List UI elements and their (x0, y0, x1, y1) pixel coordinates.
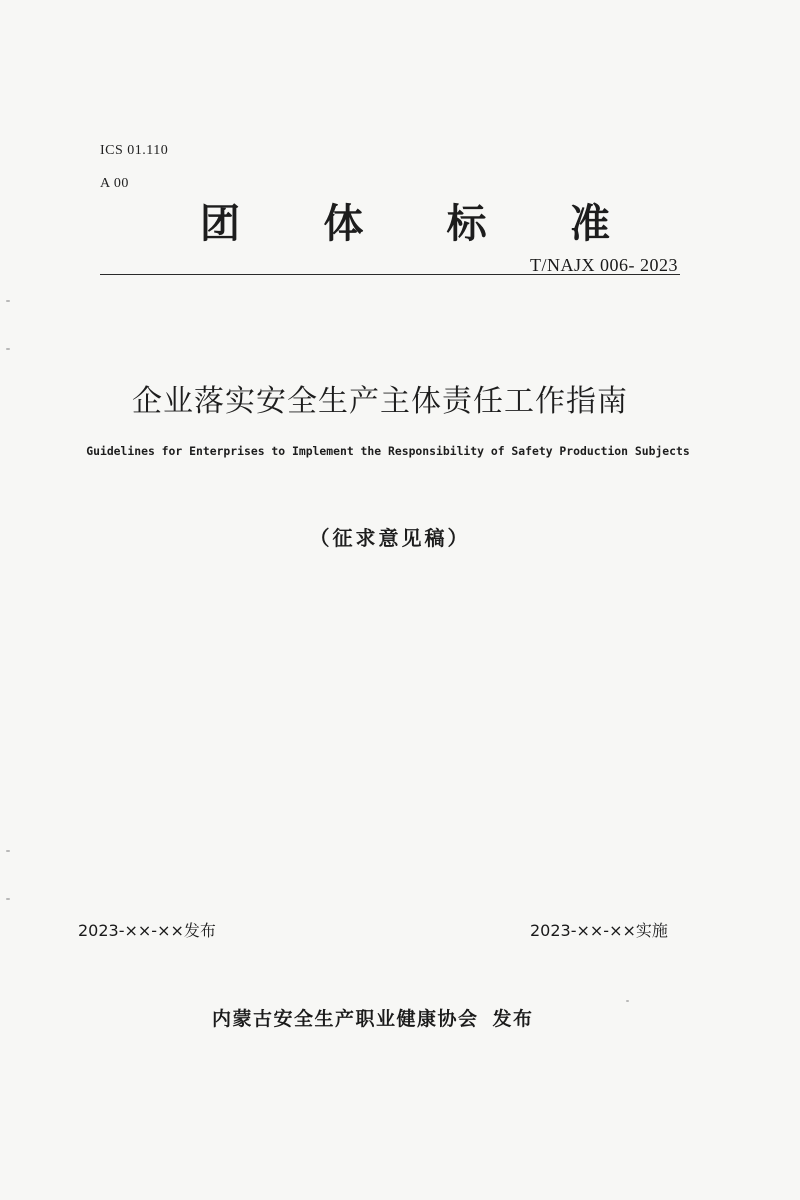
scan-speck (6, 898, 10, 900)
standard-type-char-3: 标 (446, 200, 487, 247)
standard-type-char-1: 团 (200, 200, 240, 247)
standard-type-heading (200, 190, 610, 250)
standard-code: T/NAJX 006- 2023 (530, 255, 678, 275)
scan-speck (6, 300, 10, 302)
implementation-date: 2023-××-××实施 (530, 921, 668, 940)
scan-speck (626, 1000, 629, 1002)
document-title-english: Guidelines for Enterprises to Implement the Responsibility of Safety Production Subjects (86, 444, 690, 458)
standard-type-char-2: 体 (323, 200, 364, 247)
scan-speck (6, 850, 10, 852)
publisher-name: 内蒙古安全生产职业健康协会 (212, 1008, 479, 1030)
scan-speck (6, 348, 10, 350)
publisher-action: 发布 (492, 1008, 534, 1030)
publish-date: 2023-××-××发布 (78, 921, 216, 940)
draft-status-label: （征求意见稿） (309, 526, 471, 550)
document-title-chinese: 企业落实安全生产主体责任工作指南 (132, 384, 628, 419)
standard-type-char-4: 准 (569, 200, 610, 247)
publisher-line (212, 1004, 534, 1031)
ccs-code: A 00 (100, 176, 129, 191)
ics-code: ICS 01.110 (100, 143, 169, 158)
header-divider (100, 274, 680, 275)
